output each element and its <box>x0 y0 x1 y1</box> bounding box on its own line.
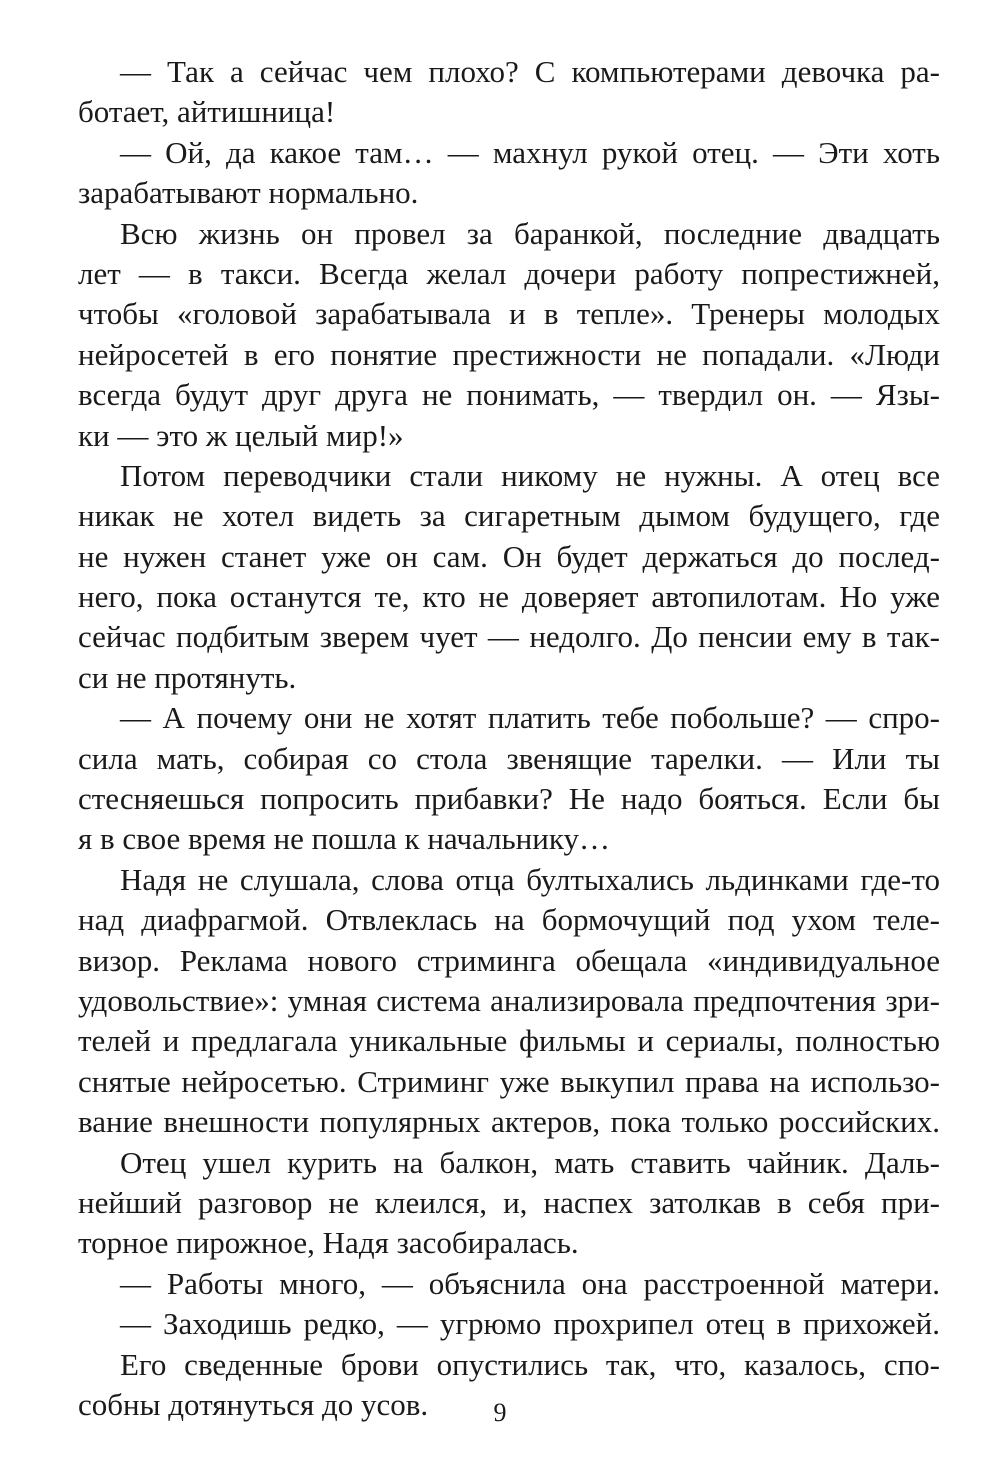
text-line: нейший разговор не клеился, и, наспех затолкав в себя при- <box>78 1184 940 1220</box>
body-text <box>78 52 940 1425</box>
text-line: стесняешься попросить прибавки? Не надо бояться. Если бы <box>78 781 940 817</box>
text-line: собны дотянуться до усов. <box>78 1386 429 1422</box>
text-line: Надя не слушала, слова отца бултыхались льдинками где-то <box>120 861 940 897</box>
text-line: снятые нейросетью. Стриминг уже выкупил права на использо- <box>78 1063 940 1099</box>
text-line: — Так а сейчас чем плохо? С компьютерами девочка ра- <box>120 54 940 89</box>
text-line: Его сведенные брови опустились так, что, казалось, спо- <box>120 1346 940 1382</box>
text-line: чтобы «головой зарабатывала и в тепле». Тренеры молодых <box>78 296 940 332</box>
text-line: над диафрагмой. Отвлеклась на бормочущий под ухом теле- <box>78 902 940 938</box>
text-line: я в свое время не пошла к начальнику… <box>78 821 610 857</box>
text-line: вание внешности популярных актеров, пока только российских. <box>78 1104 940 1140</box>
page-number: 9 <box>493 1398 507 1427</box>
text-line: — Работы много, — объяснила она расстроенной матери. <box>120 1265 940 1301</box>
text-line: — А почему они не хотят платить тебе побольше? — спро- <box>120 700 940 736</box>
text-line: не нужен станет уже он сам. Он будет держаться до послед- <box>78 538 940 574</box>
text-line: него, пока останутся те, кто не доверяет автопилотам. Но уже <box>78 579 940 615</box>
text-line: телей и предлагала уникальные фильмы и сериалы, полностью <box>78 1023 940 1059</box>
text-line: Всю жизнь он провел за баранкой, последние двадцать <box>120 215 940 251</box>
text-line: — Ой, да какое там… — махнул рукой отец. — Эти хоть <box>120 134 940 170</box>
text-line: Отец ушел курить на балкон, мать ставить чайник. Даль- <box>120 1144 940 1180</box>
text-line: визор. Реклама нового стриминга обещала «индивидуальное <box>78 942 940 978</box>
text-line: сейчас подбитым зверем чует — недолго. До пенсии ему в так- <box>78 619 940 655</box>
text-line: — Заходишь редко, — угрюмо прохрипел отец в прихожей. <box>120 1306 940 1342</box>
text-line: нейросетей в его понятие престижности не попадали. «Люди <box>78 336 940 372</box>
text-line: никак не хотел видеть за сигаретным дымом будущего, где <box>78 498 940 534</box>
text-line: сила мать, собирая со стола звенящие тарелки. — Или ты <box>78 740 940 776</box>
text-line: торное пирожное, Надя засобиралась. <box>78 1225 579 1261</box>
text-line: лет — в такси. Всегда желал дочери работу попрестижней, <box>78 255 940 291</box>
text-line: си не протянуть. <box>78 659 297 695</box>
text-line: удовольствие»: умная система анализировала предпочтения зри- <box>78 982 940 1018</box>
text-line: зарабатывают нормально. <box>78 175 419 211</box>
text-line: ки — это ж целый мир!» <box>78 417 404 453</box>
text-line: Потом переводчики стали никому не нужны. А отец все <box>120 457 940 493</box>
text-line: ботает, айтишница! <box>78 94 336 130</box>
text-line: всегда будут друг друга не понимать, — твердил он. — Язы- <box>78 377 940 413</box>
